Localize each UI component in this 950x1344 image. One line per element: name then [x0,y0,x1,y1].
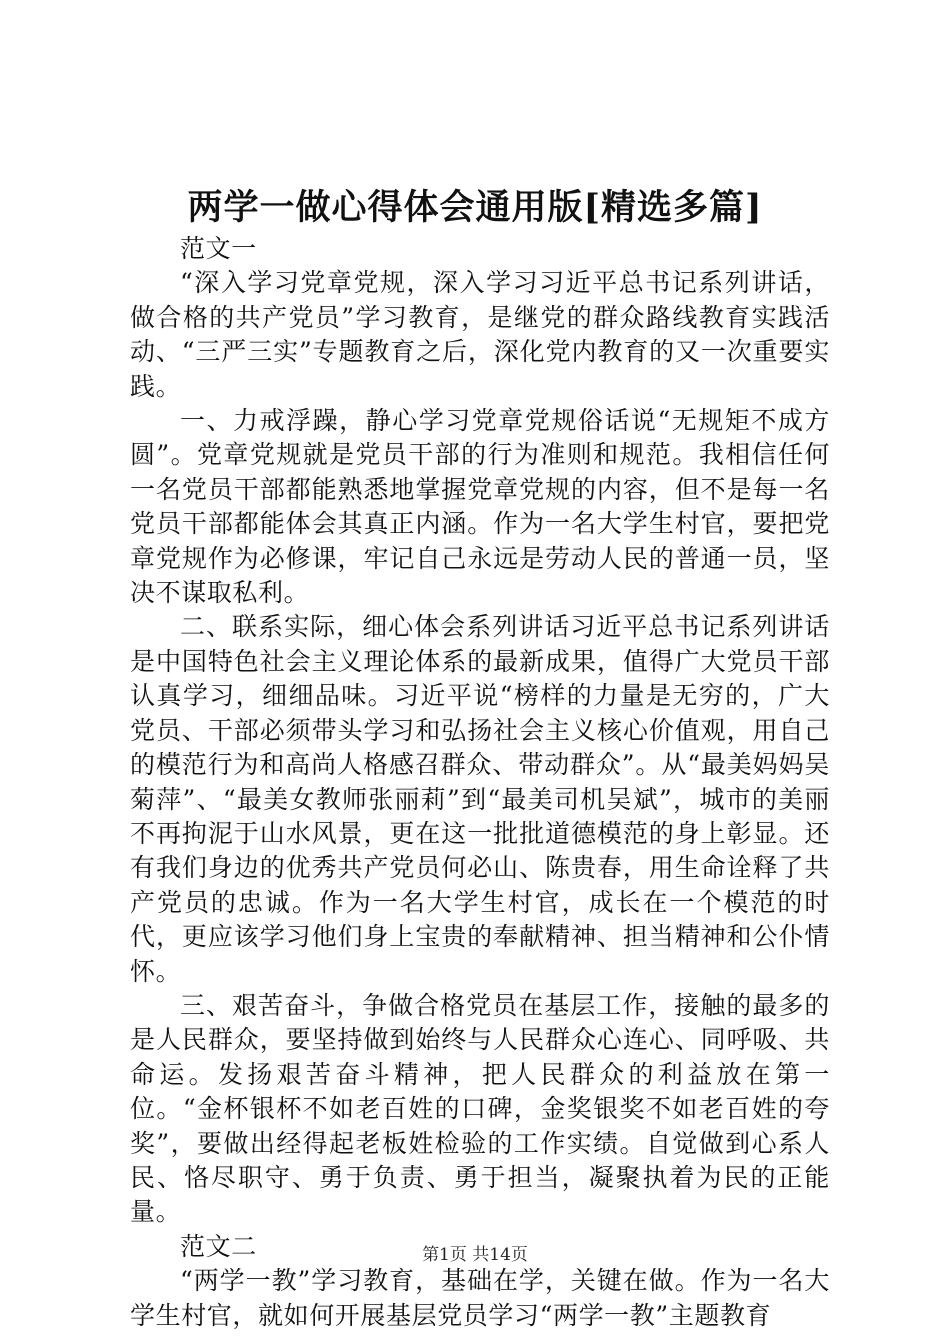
document-title: 两学一做心得体会通用版[精选多篇] [187,187,763,228]
paragraph-intro: “深入学习党章党规，深入学习习近平总书记系列讲话，做合格的共产党员”学习教育，是继党的群众路线教育实践活动、“三严三实”专题教育之后，深化党内教育的又一次重要实践。 [130,268,830,401]
document-body [130,232,830,1333]
paragraph-point-1: 一、力戒浮躁，静心学习党章党规俗话说“无规矩不成方圆”。党章党规就是党员干部的行为准则和规范。我相信任何一名党员干部都能熟悉地掌握党章党规的内容，但不是每一名党员干部都能体会其真正内涵。作为一名大学生村官，要把党章党规作为必修课，牢记自己永远是劳动人民的普通一员，坚决不谋取私利。 [130,406,830,608]
paragraph-point-2: 二、联系实际，细心体会系列讲话习近平总书记系列讲话是中国特色社会主义理论体系的最新成果，值得广大党员干部认真学习，细细品味。习近平说“榜样的力量是无穷的，广大党员、干部必须带头学习和弘扬社会主义核心价值观，用自己的模范行为和高尚人格感召群众、带动群众”。从“最美妈妈吴菊萍”、“最美女教师张丽莉”到“最美司机吴斌”，城市的美丽不再拘泥于山水风景，更在这一批批道德模范的身上彰显。还有我们身边的优秀共产党员何必山、陈贵春，用生命诠释了共产党员的忠诚。作为一名大学生村官，成长在一个模范的时代，更应该学习他们身上宝贵的奉献精神、担当精神和公仆情怀。 [130,612,830,986]
paragraph-point-3: 三、艰苦奋斗，争做合格党员在基层工作，接触的最多的是人民群众，要坚持做到始终与人民群众心连心、同呼吸、共命运。发扬艰苦奋斗精神，把人民群众的利益放在第一位。“金杯银杯不如老百姓的口碑，金奖银奖不如老百姓的夸奖”，要做出经得起老板姓检验的工作实绩。自觉做到心系人民、恪尽职守、勇于负责、勇于担当，凝聚执着为民的正能量。 [130,990,830,1227]
section-heading-2: 范文二 [180,1231,257,1261]
section-heading-1: 范文一 [180,234,257,263]
page-footer: 第1页 共14页 [422,1245,528,1265]
paragraph-section-2: “两学一教”学习教育，基础在学，关键在做。作为一名大学生村官，就如何开展基层党员学习“两学一教”主题教育 [130,1266,830,1330]
